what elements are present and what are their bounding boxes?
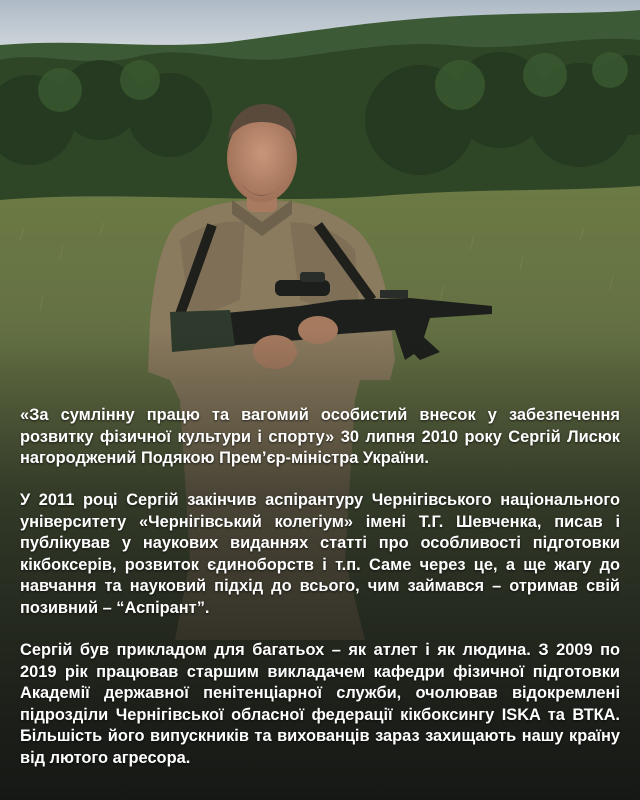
- paragraph-career: Сергій був прикладом для багатьох – як атлет і як людина. З 2009 по 2019 рік працював старшим викладачем кафедри фізичної підготовки Академії державної пенітенціарної служби, очолював відокремлені підрозділи Чернігівської обласної федерації кікбоксингу ISKA та ВТКА. Більшість його випускників та вихованців зараз захищають нашу країну від лютого агресора.: [20, 641, 620, 767]
- paragraph-award: «За сумлінну працю та вагомий особистий внесок у забезпечення розвитку фізичної культури і спорту» 30 липня 2010 року Сергій Лисюк нагороджений Подякою Прем’єр-міністра України.: [20, 406, 620, 467]
- paragraph-education: У 2011 році Сергій закінчив аспірантуру Чернігівського національного університету «Чернігівський колегіум» імені Т.Г. Шевченка, писав і публікував у наукових виданнях статті про особливості підготовки кікбоксерів, розвиток єдиноборств і т.п. Саме через це, а ще жагу до навчання та науковий підхід до всього, чим займався – отримав свій позивний – “Аспірант”.: [20, 491, 620, 617]
